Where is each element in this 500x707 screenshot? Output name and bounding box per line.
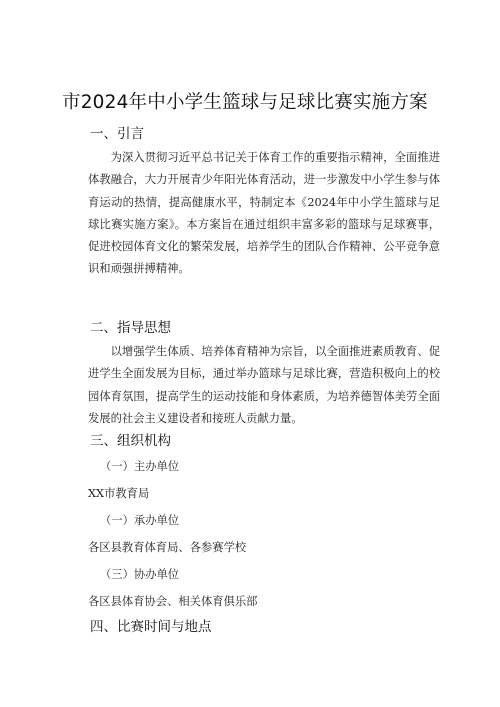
document-title: 市2024年中小学生篮球与足球比赛实施方案 [62, 92, 428, 113]
section-heading-organization: 三、组织机构 [90, 433, 171, 449]
section-heading-time-and-venue: 四、比赛时间与地点 [90, 619, 212, 635]
organizer-label: （一）主办单位 [100, 460, 180, 473]
supporting-organizer-value: 各区县体育协会、相关体育俱乐部 [88, 595, 258, 608]
section-paragraph-introduction: 为深入贯彻习近平总书记关于体育工作的重要指示精神，全面推进体教融合，大力开展青少年阳光体育活动，进一步激发中小学生参与体育运动的热情，提高健康水平，特制定本《2024年中小学生篮球与足球比赛实施方案》。本方案旨在通过组织丰富多彩的篮球与足球赛事，促进校园体育文化的繁荣发展，培养学生的团队合作精神、公平竞争意识和顽强拼搏精神。 [88, 151, 440, 276]
organizer-value: XX市教育局 [88, 487, 150, 500]
section-paragraph-guiding-ideology: 以增强学生体质、培养体育精神为宗旨，以全面推进素质教育、促进学生全面发展为目标，通过举办篮球与足球比赛，营造积极向上的校园体育氛围，提高学生的运动技能和身体素质，为培养德智体美劳全面发展的社会主义建设者和接班人贡献力量。 [88, 345, 440, 425]
supporting-organizer-label: （三）协办单位 [100, 568, 180, 581]
section-heading-guiding-ideology: 二、指导思想 [90, 320, 171, 336]
section-heading-introduction: 一、引言 [90, 126, 144, 142]
co-organizer-value: 各区县教育体育局、各参赛学校 [88, 541, 247, 554]
co-organizer-label: （一）承办单位 [100, 514, 180, 527]
